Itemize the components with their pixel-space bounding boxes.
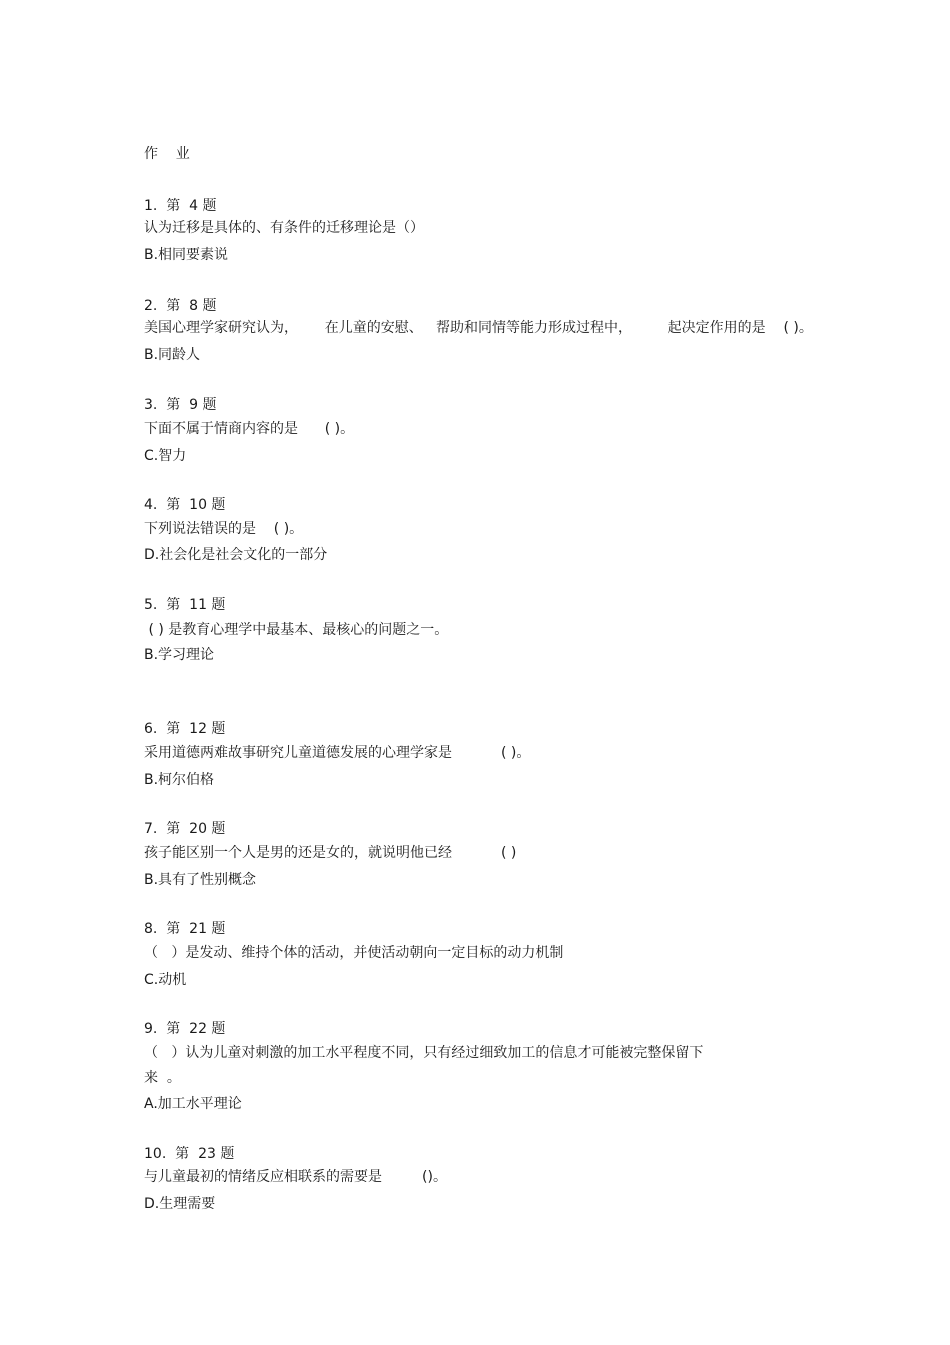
- question-text: 下面不属于情商内容的是 ( )。: [144, 421, 355, 437]
- answer-text: C.动机: [144, 972, 187, 988]
- question-header: 10. 第 23 题: [144, 1146, 235, 1162]
- question-header: 1. 第 4 题: [144, 198, 217, 214]
- question-header: 2. 第 8 题: [144, 298, 217, 314]
- question-text: ( ) 是教育心理学中最基本、最核心的问题之一。: [144, 622, 449, 638]
- answer-text: B.柯尔伯格: [144, 772, 215, 788]
- answer-text: A.加工水平理论: [144, 1096, 242, 1112]
- question-text-continued: 来 。: [144, 1070, 181, 1086]
- question-text: （ ）是发动、维持个体的活动，并使活动朝向一定目标的动力机制: [144, 945, 564, 961]
- answer-text: B.学习理论: [144, 647, 215, 663]
- question-text: 美国心理学家研究认为， 在儿童的安慰、 帮助和同情等能力形成过程中， 起决定作用的是 ( )。: [144, 320, 813, 336]
- question-header: 9. 第 22 题: [144, 1021, 226, 1037]
- question-text: 孩子能区别一个人是男的还是女的，就说明他已经 ( ): [144, 845, 517, 861]
- answer-text: D.社会化是社会文化的一部分: [144, 547, 328, 563]
- question-header: 7. 第 20 题: [144, 821, 226, 837]
- answer-text: B.具有了性别概念: [144, 872, 257, 888]
- question-text: 认为迁移是具体的、有条件的迁移理论是（）: [144, 220, 424, 236]
- question-text: 采用道德两难故事研究儿童道德发展的心理学家是 ( )。: [144, 745, 531, 761]
- answer-text: D.生理需要: [144, 1196, 216, 1212]
- answer-text: B.同龄人: [144, 347, 201, 363]
- answer-text: C.智力: [144, 448, 187, 464]
- question-header: 4. 第 10 题: [144, 497, 226, 513]
- question-text: 与儿童最初的情绪反应相联系的需要是 ()。: [144, 1169, 447, 1185]
- question-header: 6. 第 12 题: [144, 721, 226, 737]
- question-text: 下列说法错误的是 ( )。: [144, 521, 304, 537]
- question-header: 3. 第 9 题: [144, 397, 217, 413]
- question-header: 8. 第 21 题: [144, 921, 226, 937]
- page-title: 作 业: [144, 146, 190, 162]
- question-header: 5. 第 11 题: [144, 597, 226, 613]
- question-text: （ ）认为儿童对刺激的加工水平程度不同，只有经过细致加工的信息才可能被完整保留下: [144, 1045, 704, 1061]
- answer-text: B.相同要素说: [144, 247, 229, 263]
